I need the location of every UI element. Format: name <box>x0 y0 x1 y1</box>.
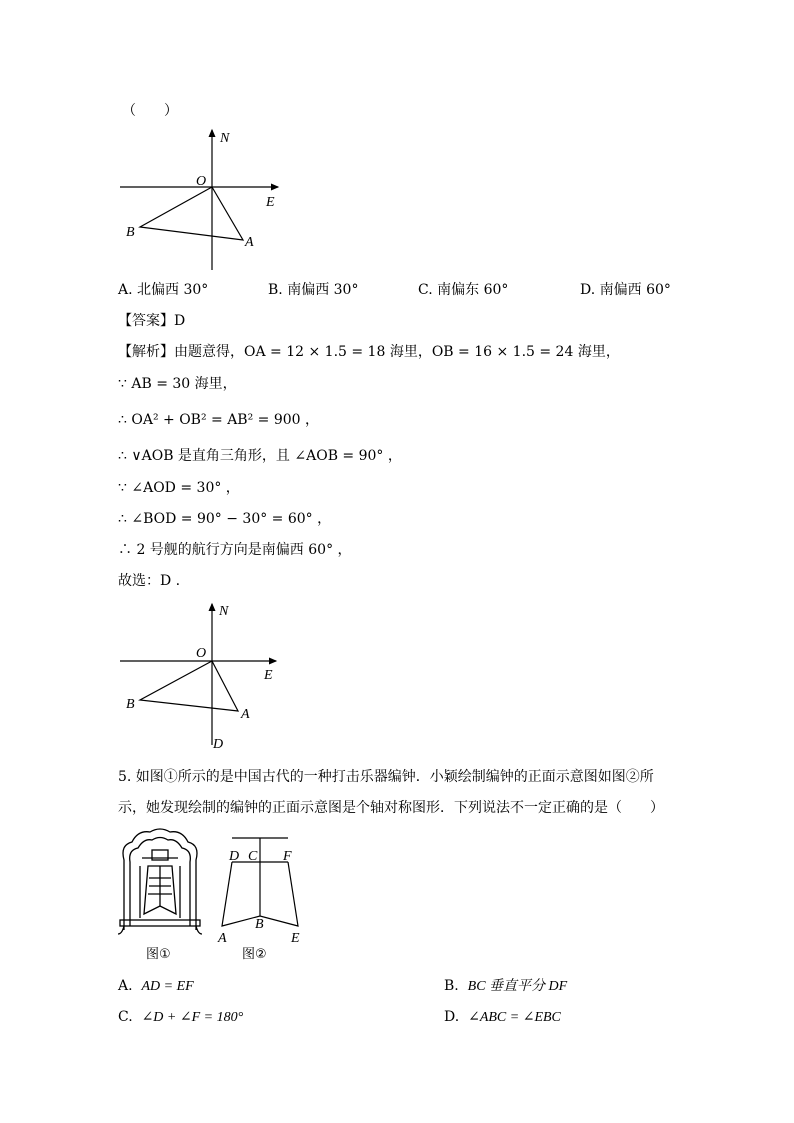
fig2-caption: 图② <box>242 947 267 962</box>
label-f: F <box>283 849 292 864</box>
label-b: B <box>255 917 264 932</box>
answer-line: 【答案】D <box>118 313 186 329</box>
analysis-line: ∴ OA² + OB² = AB² = 900 ， <box>118 412 320 428</box>
q5-stem-line2: 示，她发现绘制的编钟的正面示意图是个轴对称图形．下列说法不一定正确的是（ ） <box>118 800 664 816</box>
label-n: N <box>220 131 230 146</box>
label-b: B <box>126 225 135 240</box>
analysis-line: ∴ ∠BOD = 90° − 30° = 60° ， <box>118 511 332 527</box>
label-o: O <box>196 646 207 661</box>
option-c[interactable]: C. ∠D + ∠F = 180° <box>118 1009 244 1025</box>
option-b[interactable]: B. BC 垂直平分 DF <box>444 978 568 994</box>
option-a[interactable]: A. AD = EF <box>118 978 194 994</box>
label-d: D <box>213 737 224 752</box>
option-d[interactable]: D. ∠ABC = ∠EBC <box>444 1009 561 1025</box>
label-e: E <box>264 668 273 683</box>
label-n: N <box>219 604 229 619</box>
label-b: B <box>126 697 135 712</box>
analysis-line: 故选：D . <box>118 573 181 589</box>
fig1-caption: 图① <box>146 947 171 962</box>
analysis-line: 【解析】由题意得，OA = 12 × 1.5 = 18 海里，OB = 16 × 1.5 = 24 海里， <box>118 344 620 360</box>
label-a: A <box>245 235 254 250</box>
label-a: A <box>241 707 250 722</box>
option-b[interactable]: B. 南偏西 30° <box>268 282 359 298</box>
analysis-line: ∴ 2 号舰的航行方向是南偏西 60° ， <box>118 542 352 558</box>
answer-paren: （ ） <box>122 103 178 119</box>
label-a: A <box>218 931 227 946</box>
option-d[interactable]: D. 南偏西 60° <box>580 282 671 298</box>
label-d: D <box>229 849 240 864</box>
label-o: O <box>196 174 207 189</box>
label-e: E <box>266 195 275 210</box>
analysis-line: ∵ ∠AOD = 30° ， <box>118 480 240 496</box>
label-e: E <box>291 931 300 946</box>
option-a[interactable]: A. 北偏西 30° <box>118 282 209 298</box>
analysis-line: ∵ AB = 30 海里， <box>118 376 237 392</box>
analysis-line: ∴ ∨AOB 是直角三角形，且 ∠AOB = 90° ， <box>118 448 402 464</box>
label-c: C <box>248 849 258 864</box>
option-c[interactable]: C. 南偏东 60° <box>418 282 509 298</box>
q5-stem-line1: 5. 如图①所示的是中国古代的一种打击乐器编钟．小颖绘制编钟的正面示意图如图②所 <box>118 769 654 785</box>
